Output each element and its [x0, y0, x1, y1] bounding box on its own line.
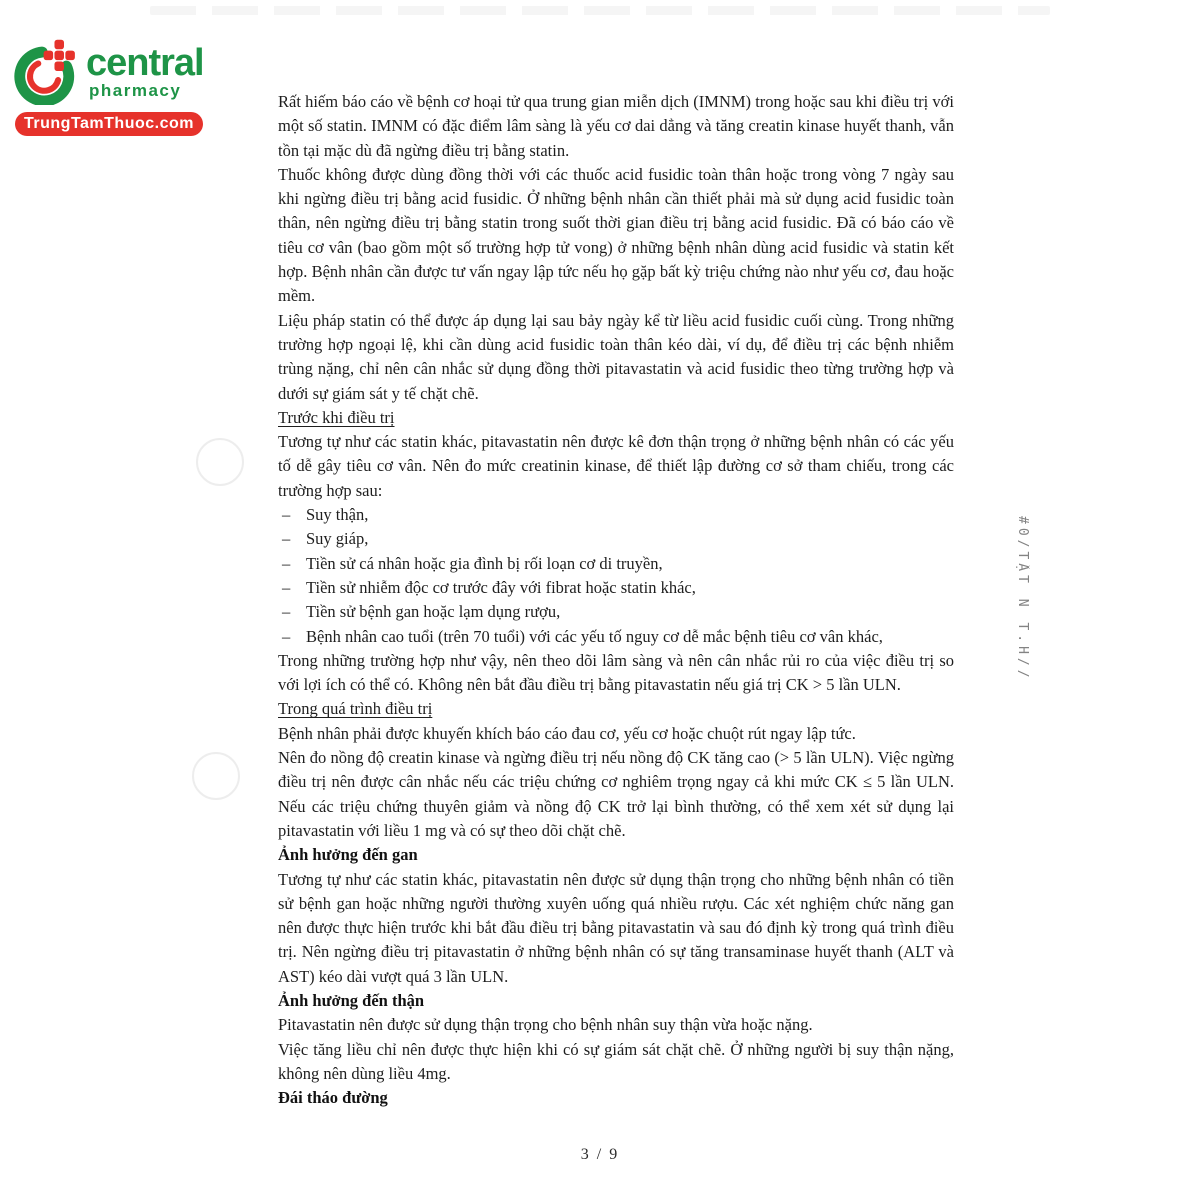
pharmacy-cross-logo-icon: [13, 37, 81, 105]
bullet-text: Suy thận,: [306, 505, 369, 525]
bullet-item: [278, 552, 954, 576]
handwritten-margin-note: #0/TẬT N T.H//: [1015, 516, 1030, 682]
bullet-item: [278, 576, 954, 600]
paragraph: Bệnh nhân phải được khuyến khích báo cáo đau cơ, yếu cơ hoặc chuột rút ngay lập tức.: [278, 723, 856, 743]
bullet-marker: –: [282, 577, 291, 597]
section-heading: Đái tháo đường: [278, 1088, 388, 1108]
paragraph: Pitavastatin nên được sử dụng thận trọng cho bệnh nhân suy thận vừa hoặc nặng.: [278, 1015, 813, 1035]
paragraph: Nên đo nồng độ creatin kinase và ngừng điều trị nếu nồng độ CK tăng cao (> 5 lần ULN). Việc ngừng điều trị nên được cân nhắc nếu các triệu chứng cơ nghiêm trọng ngay cả khi mức CK ≤ 5 lần ULN. Nếu các triệu chứng thuyên giảm và nồng độ CK trở lại bình thường, có thể xem xét sử dụng lại pitavastatin với liều 1 mg và có sự theo dõi chặt chẽ.: [278, 748, 954, 840]
paragraph: Thuốc không được dùng đồng thời với các thuốc acid fusidic toàn thân hoặc trong vòng 7 ngày sau khi ngừng điều trị bằng acid fusidic. Ở những bệnh nhân cần thiết phải mà sử dụng acid fusidic toàn thân, nên ngừng điều trị bằng statin trong suốt thời gian điều trị bằng acid fusidic. Đã có báo cáo về tiêu cơ vân (bao gồm một số trường hợp tử vong) ở những bệnh nhân dùng acid fusidic và statin kết hợp. Bệnh nhân cần được tư vấn ngay lập tức nếu họ gặp bất kỳ triệu chứng nào như yếu cơ, đau hoặc mềm.: [278, 164, 954, 306]
logo-subbrand-text: pharmacy: [89, 81, 182, 100]
paragraph: Liệu pháp statin có thể được áp dụng lại sau bảy ngày kể từ liều acid fusidic cuối cùng. Trong những trường hợp ngoại lệ, khi cần dùng acid fusidic toàn thân kéo dài, ví dụ, để điều trị các bệnh nhiễm trùng nặng, chỉ nên cân nhắc sử dụng đồng thời pitavastatin và acid fusidic theo từng trường hợp và dưới sự giám sát y tế chặt chẽ.: [278, 310, 954, 403]
paragraph: Tương tự như các statin khác, pitavastatin nên được sử dụng thận trọng cho những bệnh nhân có tiền sử bệnh gan hoặc những người thường xuyên uống quá nhiều rượu. Các xét nghiệm chức năng gan nên được thực hiện trước khi bắt đầu điều trị bằng pitavastatin và sau đó định kỳ trong quá trình điều trị. Nên ngừng điều trị pitavastatin ở những bệnh nhân có sự tăng transaminase huyết thanh (ALT và AST) kéo dài vượt quá 3 lần ULN.: [278, 869, 954, 986]
bullet-item: [278, 527, 954, 551]
hole-punch-mark: [196, 438, 244, 486]
page-number: 3 / 9: [580, 1146, 620, 1163]
paragraph: Trong những trường hợp như vậy, nên theo dõi lâm sàng và nên cân nhắc rủi ro của việc điều trị so với lợi ích có thể có. Không nên bắt đầu điều trị bằng pitavastatin nếu giá trị CK > 5 lần ULN.: [278, 650, 954, 695]
bullet-marker: –: [282, 602, 291, 622]
text-column: [278, 90, 954, 1110]
paragraph: Việc tăng liều chỉ nên được thực hiện khi có sự giám sát chặt chẽ. Ở những người bị suy thận nặng, không nên dùng liều 4mg.: [278, 1039, 954, 1083]
bullet-text: Suy giáp,: [306, 529, 369, 549]
paragraph: Rất hiếm báo cáo về bệnh cơ hoại tử qua trung gian miễn dịch (IMNM) trong hoặc sau khi điều trị với một số statin. IMNM có đặc điểm lâm sàng là yếu cơ dai dẳng và tăng creatin kinase huyết thanh, vẫn tồn tại mặc dù đã ngừng điều trị bằng statin.: [278, 92, 954, 160]
logo-brand-text: central: [86, 42, 204, 84]
bullet-item: [278, 503, 954, 527]
central-pharmacy-logo: [13, 34, 213, 139]
bullet-marker: –: [282, 505, 291, 525]
scan-artifact-strip: [150, 6, 1050, 15]
paragraph: Tương tự như các statin khác, pitavastatin nên được kê đơn thận trọng ở những bệnh nhân có các yếu tố dễ gây tiêu cơ vân. Nên đo mức creatinin kinase, để thiết lập đường cơ sở tham chiếu, trong các trường hợp sau:: [278, 432, 954, 500]
bullet-marker: –: [282, 626, 291, 646]
bullet-item: [278, 625, 954, 649]
bullet-text: Tiền sử bệnh gan hoặc lạm dụng rượu,: [306, 602, 561, 622]
section-heading: Ảnh hưởng đến gan: [278, 845, 418, 865]
bullet-marker: –: [282, 529, 291, 549]
hole-punch-mark: [192, 752, 240, 800]
section-heading: Ảnh hưởng đến thận: [278, 990, 425, 1010]
bullet-text: Tiền sử cá nhân hoặc gia đình bị rối loạn cơ di truyền,: [306, 553, 663, 573]
section-heading: Trước khi điều trị: [278, 407, 395, 427]
bullet-marker: –: [282, 553, 291, 573]
logo-website-badge: TrungTamThuoc.com: [15, 112, 203, 136]
bullet-text: Tiền sử nhiễm độc cơ trước đây với fibrat hoặc statin khác,: [306, 577, 696, 597]
bullet-text: Bệnh nhân cao tuổi (trên 70 tuổi) với các yếu tố nguy cơ dễ mắc bệnh tiêu cơ vân khác,: [306, 626, 883, 646]
bullet-item: [278, 600, 954, 624]
section-heading: Trong quá trình điều trị: [278, 699, 433, 719]
